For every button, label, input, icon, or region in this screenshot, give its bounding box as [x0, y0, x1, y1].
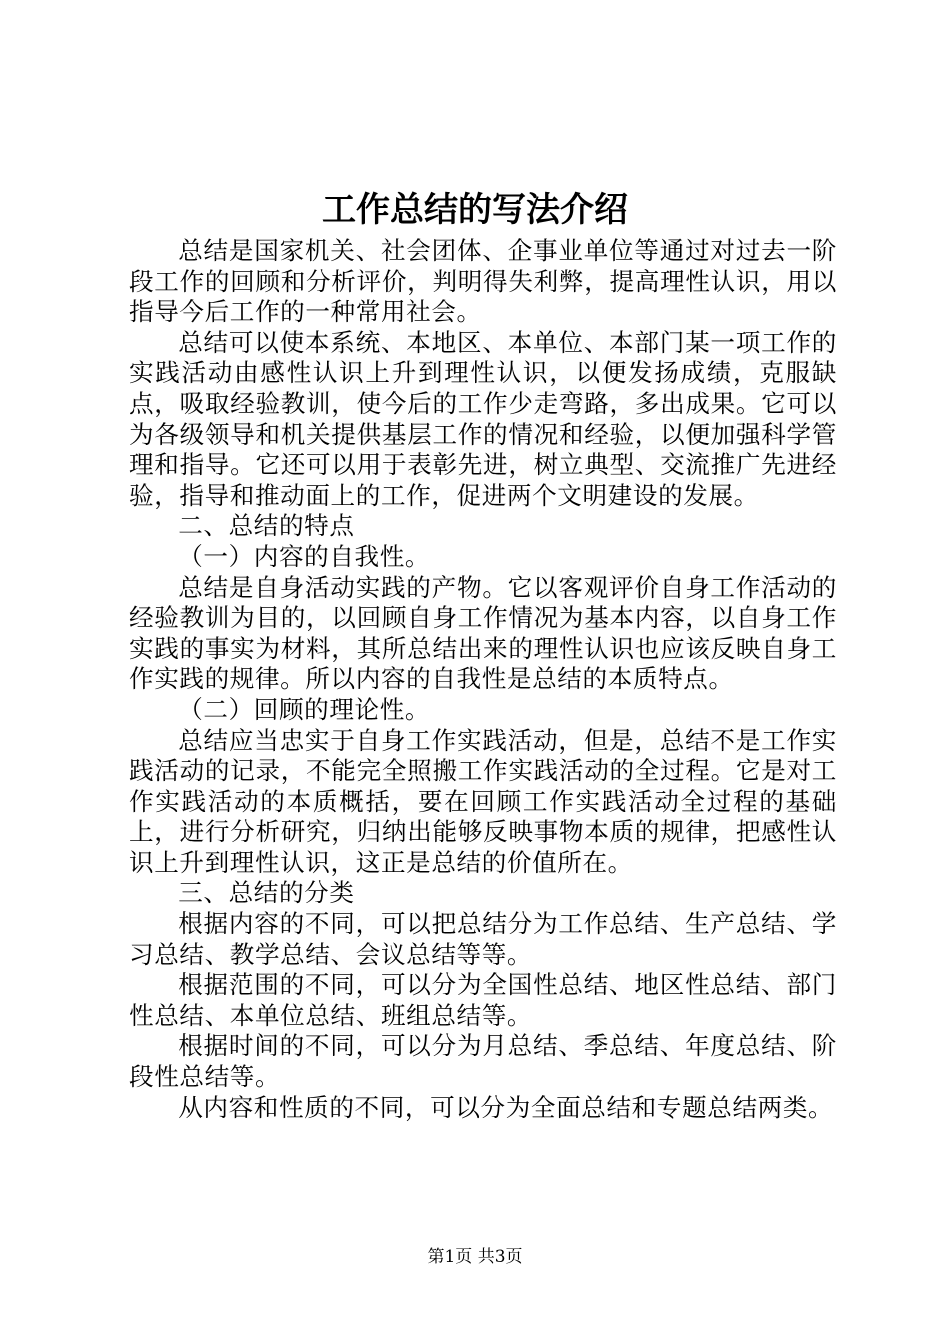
paragraph: 总结可以使本系统、本地区、本单位、本部门某一项工作的实践活动由感性认识上升到理性认识，以便发扬成绩，克服缺点，吸取经验教训，使今后的工作少走弯路，多出成果。它可以为各级领导和机关提供基层工作的情况和经验，以便加强科学管理和指导。它还可以用于表彰先进，树立典型、交流推广先进经验，指导和推动面上的工作，促进两个文明建设的发展。: [129, 327, 837, 510]
paragraph: 总结是国家机关、社会团体、企事业单位等通过对过去一阶段工作的回顾和分析评价，判明得失利弊，提高理性认识，用以指导今后工作的一种常用社会。: [129, 236, 837, 327]
section-heading: 二、总结的特点: [178, 511, 355, 541]
paragraph: 根据内容的不同，可以把总结分为工作总结、生产总结、学习总结、教学总结、会议总结等等。: [129, 909, 837, 969]
document-title: 工作总结的写法介绍: [322, 190, 628, 230]
section-heading: 三、总结的分类: [178, 878, 355, 908]
page-footer: 第1页 共3页: [427, 1247, 523, 1267]
subsection-heading: （一）内容的自我性。: [178, 541, 431, 571]
paragraph: 总结应当忠实于自身工作实践活动，但是，总结不是工作实践活动的记录，不能完全照搬工作实践活动的全过程。它是对工作实践活动的本质概括，要在回顾工作实践活动全过程的基础上，进行分析研究，归纳出能够反映事物本质的规律，把感性认识上升到理性认识，这正是总结的价值所在。: [129, 725, 837, 877]
paragraph: 根据时间的不同，可以分为月总结、季总结、年度总结、阶段性总结等。: [129, 1031, 837, 1092]
paragraph: 根据范围的不同，可以分为全国性总结、地区性总结、部门性总结、本单位总结、班组总结等。: [129, 970, 837, 1030]
paragraph: 从内容和性质的不同，可以分为全面总结和专题总结两类。: [178, 1092, 834, 1122]
subsection-heading: （二）回顾的理论性。: [178, 694, 431, 724]
paragraph: 总结是自身活动实践的产物。它以客观评价自身工作活动的经验教训为目的，以回顾自身工作情况为基本内容，以自身工作实践的事实为材料，其所总结出来的理性认识也应该反映自身工作实践的规律。所以内容的自我性是总结的本质特点。: [129, 572, 837, 694]
document-body: [129, 236, 837, 1123]
